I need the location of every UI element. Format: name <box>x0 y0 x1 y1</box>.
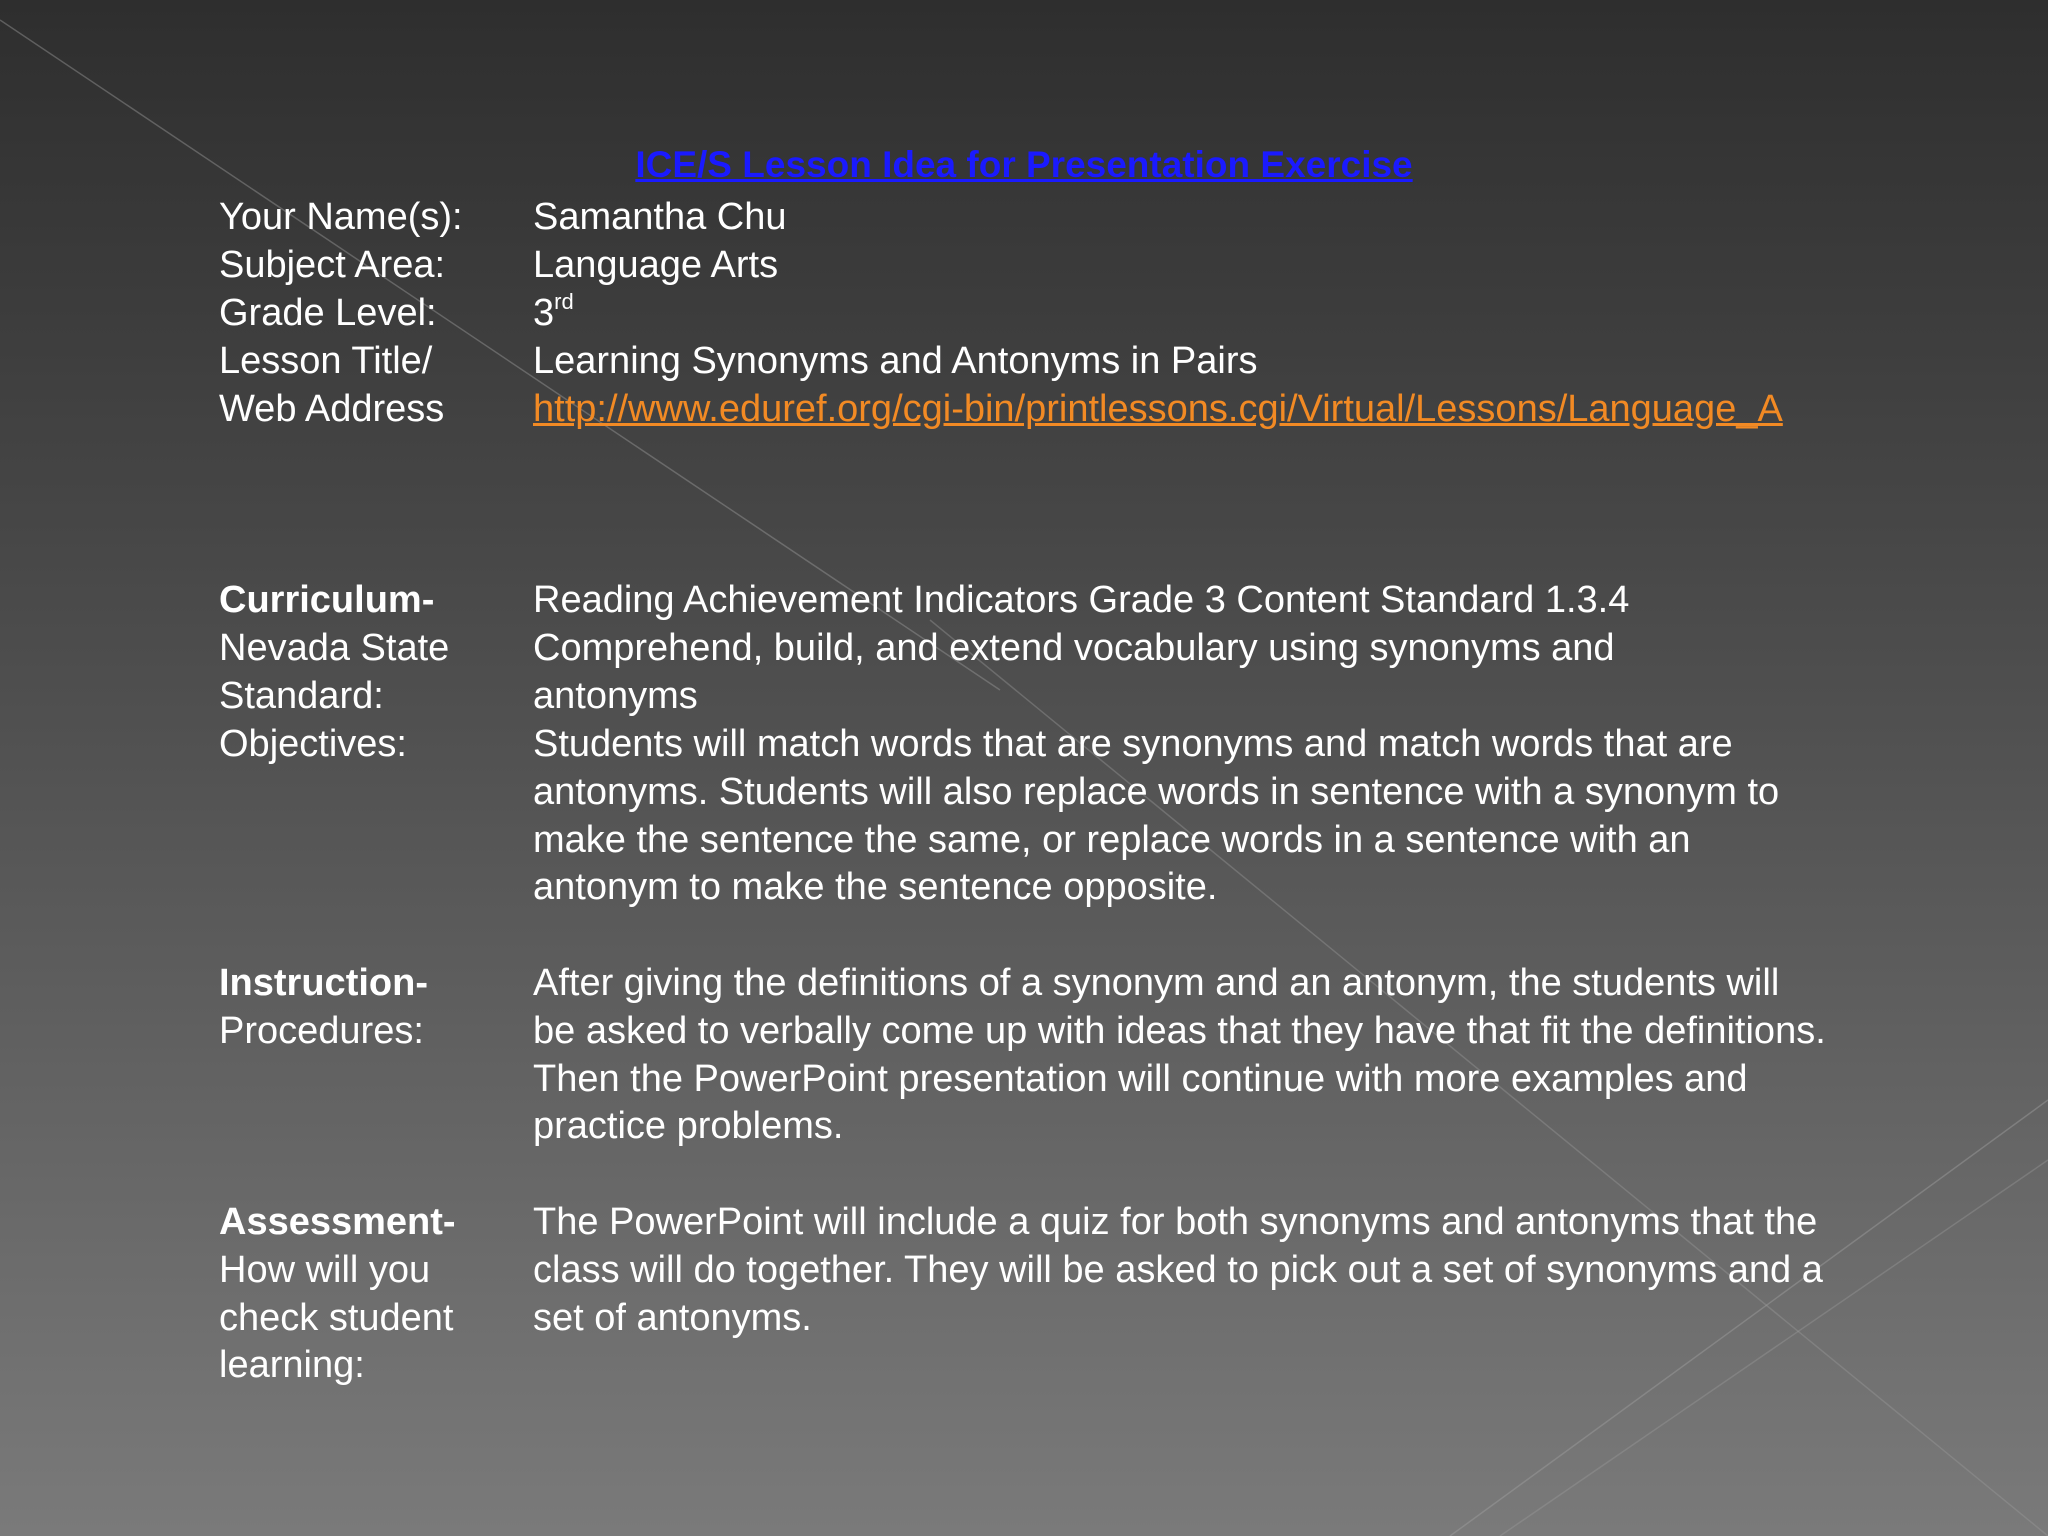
assessment-label-line4: learning: <box>219 1344 365 1387</box>
name-value: Samantha Chu <box>533 196 787 238</box>
assessment-label-line3: check student <box>219 1296 454 1339</box>
curriculum-value <box>533 577 1829 720</box>
subject-value: Language Arts <box>533 244 779 286</box>
instruction-label-line2: Procedures: <box>219 1009 424 1052</box>
slide-title: ICE/S Lesson Idea for Presentation Exercise <box>635 144 1413 185</box>
objectives-text: Students will match words that are synonyms and match words that are antonyms. Students will also replace words in sentence with a synonym to make the sentence the same, or replace words in a sentence with an antonym to make the sentence opposite. <box>533 723 1780 909</box>
assessment-text: The PowerPoint will include a quiz for both synonyms and antonyms that the class will do together. They will be asked to pick out a set of synonyms and a set of antonyms. <box>533 1201 1823 1339</box>
curriculum-label-line3: Standard: <box>219 674 384 717</box>
instruction-text: After giving the definitions of a synonym and an antonym, the students will be asked to verbally come up with ideas that they have that fit the definitions. Then the PowerPoint presentation will continue with more examples and practice problems. <box>533 962 1826 1148</box>
instruction-label <box>219 960 529 1056</box>
assessment-label-heading: Assessment- <box>219 1201 456 1243</box>
web-address-link[interactable]: http://www.eduref.org/cgi-bin/printlessons.cgi/Virtual/Lessons/Language_A <box>533 388 1783 430</box>
curriculum-label <box>219 577 529 720</box>
curriculum-label-heading: Curriculum- <box>219 579 435 621</box>
curriculum-value-line1: Reading Achievement Indicators Grade 3 Content Standard 1.3.4 <box>533 579 1630 621</box>
assessment-label-line2: How will you <box>219 1248 431 1291</box>
grade-number: 3 <box>533 292 555 334</box>
assessment-label <box>219 1199 529 1390</box>
lesson-title-value: Learning Synonyms and Antonyms in Pairs <box>533 340 1258 382</box>
curriculum-label-line2: Nevada State <box>219 626 450 669</box>
curriculum-value-line3: antonyms <box>533 674 698 717</box>
name-label: Your Name(s): <box>219 196 463 238</box>
grade-suffix: rd <box>554 289 574 314</box>
curriculum-value-line2: Comprehend, build, and extend vocabulary using synonyms and <box>533 626 1615 669</box>
subject-label: Subject Area: <box>219 244 446 286</box>
grade-value <box>533 290 1829 338</box>
instruction-label-heading: Instruction- <box>219 962 428 1004</box>
objectives-label: Objectives: <box>219 723 407 765</box>
lesson-title-label: Lesson Title/ <box>219 340 433 382</box>
grade-label: Grade Level: <box>219 292 437 334</box>
web-address-label: Web Address <box>219 388 445 430</box>
